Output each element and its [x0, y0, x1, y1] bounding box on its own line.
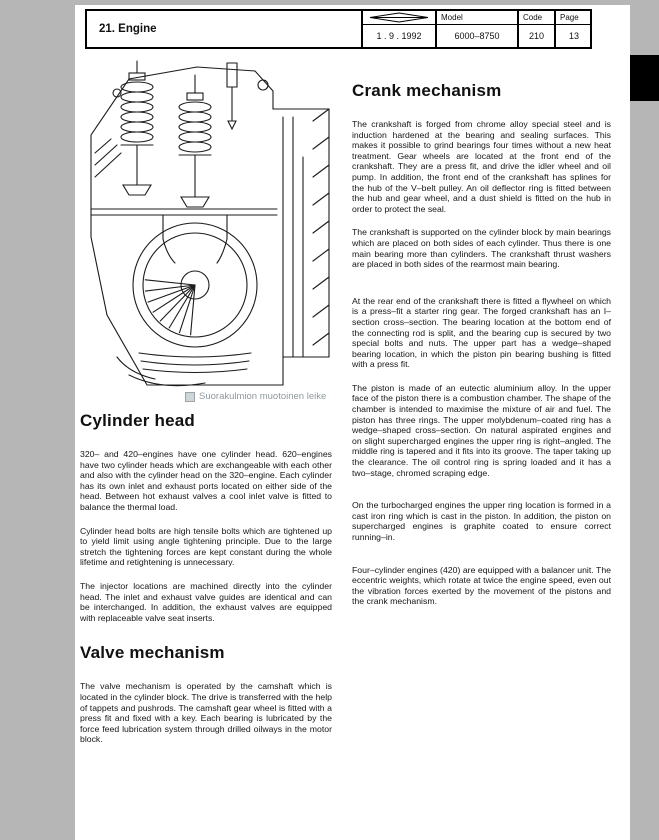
document-page — [75, 5, 630, 840]
paragraph: The valve mechanism is operated by the camshaft which is located in the cylinder block. The drive is transferred with the help of tappets and pushrods. The camshaft gear wheel is fitted with a press fit and fixed with a key. Each bearing is lubricated by the force feed lubrication system through drilled oilways in the motor block. — [80, 681, 332, 745]
heading-valve-mechanism: Valve mechanism — [80, 643, 225, 663]
header-date-cell — [363, 11, 437, 47]
code-value: 210 — [528, 31, 545, 41]
heading-crank-mechanism: Crank mechanism — [352, 81, 502, 100]
watermark-text: Suorakulmion muotoinen leike — [199, 391, 327, 402]
header-code-cell — [519, 11, 556, 47]
header-page-cell — [556, 11, 592, 47]
paragraph: The injector locations are machined directly into the cylinder head. The inlet and exhaust valve guides are identical and can be interchanged. In addition, the exhaust valves are equipped with replaceable valve seat inserts. — [80, 580, 332, 623]
watermark — [185, 391, 326, 402]
engine-cross-section-diagram — [77, 57, 355, 407]
page-label: Page — [556, 11, 592, 25]
section-title: 21. Engine — [87, 11, 363, 47]
column-cylinder-head — [80, 411, 332, 758]
column-crank-mechanism — [352, 81, 611, 620]
header-date: 1 . 9 . 1992 — [376, 31, 422, 41]
brand-diamond-icon — [363, 11, 435, 25]
code-label: Code — [519, 11, 554, 25]
page-value: 13 — [568, 31, 579, 41]
paragraph: Cylinder head bolts are high tensile bolts which are tightened up to yield limit using angle tightening principle. Due to the large stretch the tightening forces are kept constant during the whole lifetime and retightening is unnecessary. — [80, 525, 332, 568]
paragraph: On the turbocharged engines the upper ring location is formed in a cast iron ring which is cast in the piston. In addition, the piston on supercharged engines is graphite coated to ensure correct running–in. — [352, 500, 611, 542]
paragraph: 320– and 420–engines have one cylinder head. 620–engines have two cylinder heads which are exchangeable with each other and also with the cylinder head on the 320–engine. Each cylinder has its own inlet and exhaust ports located on either side of the head. Between hot exhaust valves a cool inlet valve is fitted to balance the thermal load. — [80, 449, 332, 512]
clip-rectangle-icon — [185, 392, 195, 402]
paragraph: At the rear end of the crankshaft there is fitted a flywheel on which is a press–fit a starter ring gear. The forged crankshaft has an I–section cross–section. The bearing location at the bottom end of the connecting rod is split, and the bearing cup is secured by two special bolts and nuts. The upper part has a wedge–shaped bearing location, in which the piston pin bearing bushing is fitted with a press fit. — [352, 295, 611, 370]
header-model-cell — [437, 11, 519, 47]
paragraph: The crankshaft is supported on the cylinder block by main bearings which are placed on both sides of each cylinder. Thus there is one main bearing more than cylinders. The crankshaft thrust washers are placed in both sides of the rearmost main bearing. — [352, 227, 611, 270]
heading-cylinder-head: Cylinder head — [80, 411, 196, 430]
model-label: Model — [437, 11, 517, 25]
header-table — [85, 9, 592, 49]
model-value: 6000–8750 — [454, 31, 500, 41]
paragraph: The piston is made of an eutectic aluminium alloy. In the upper face of the piston there is a combustion chamber. The shape of the chamber is intended to maximise the mixture of air and fuel. The piston has three rings. The upper molybdenum–coated ring has a wedge–shaped cross–section. On natural aspirated engines and on slight supercharged engines the upper ring is right–angled. The middle ring is tapered and it fits into its groove. The taper taking up the clearance. The oil control ring is spring loaded and it has a two–stage, chromed scraping edge. — [352, 382, 611, 478]
chapter-index-tab — [630, 55, 659, 101]
paragraph: Four–cylinder engines (420) are equipped with a balancer unit. The eccentric weights, which rotate at twice the engine speed, even out the vibration forces exerted by the movement of the pistons and the crank mechanism. — [352, 564, 611, 607]
paragraph: The crankshaft is forged from chrome alloy special steel and is induction hardened at the bearing and sealing surfaces. This makes it possible to grind bearings four times without a new heat treatment. Gear wheels are located at the front end of the crankshaft. They are a press fit, and drive the idler wheel and oil pump. In addition, the front end of the crankshaft has splines for the hub of the V–belt pulley. An oil deflector ring is fitted between the hub and gear wheel, and a dust shield is fitted on the hub in order to protect the seal. — [352, 119, 611, 214]
